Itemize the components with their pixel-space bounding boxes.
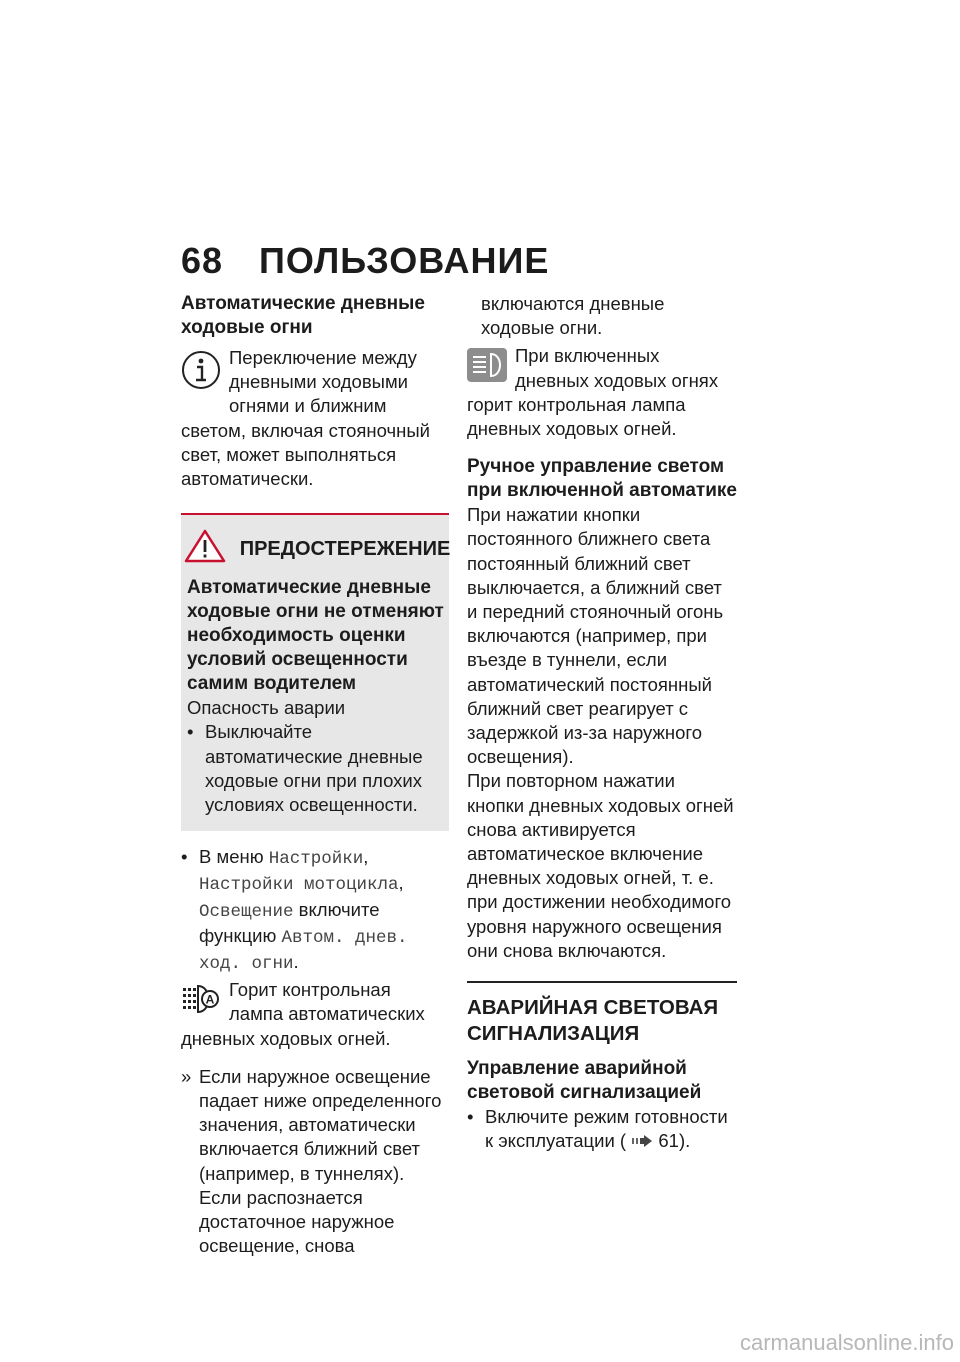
menu-settings: Настройки (268, 849, 364, 870)
manual-text-1: При нажатии кнопки постоянного ближнего света постоянный ближний свет выключается, а ближний свет и передний стояночный огонь включаются (например, при въезде в туннели, если автоматический постоянный ближний свет реагирует с задержкой из-за наружного освещения). (467, 504, 724, 768)
menu-step (181, 845, 449, 976)
info-block (181, 346, 449, 491)
warning-bullet-text: Выключайте автоматические дневные ходовые огни при плохих условиях освещенности. (205, 721, 423, 816)
warning-title-row (187, 529, 451, 568)
left-column (181, 292, 449, 1258)
warning-title: ПРЕДОСТЕРЕЖЕНИЕ (239, 537, 451, 560)
page-ref-arrow-icon (626, 1130, 658, 1151)
step-prefix: В меню (199, 846, 269, 868)
svg-text:A: A (205, 992, 215, 1007)
manual-text-2: При повторном нажатии кнопки дневных ходовых огней снова активируется автоматическое включение дневных ходовых огней, т. е. при достижении необходимого уровня наружного освещения они снова включаются. (467, 770, 734, 961)
result-block (181, 1065, 449, 1259)
warning-triangle-icon (184, 529, 226, 568)
hazard-section-title: АВАРИЙНАЯ СВЕТОВАЯ СИГНАЛИЗАЦИЯ (467, 996, 719, 1046)
step-end: . (293, 951, 299, 973)
bullet-mark: • (187, 721, 194, 743)
page-number: 68 (181, 240, 224, 281)
bullet-mark: • (181, 846, 188, 868)
continuation-text: включаются дневные ходовые огни. (481, 293, 665, 339)
result-mark: » (181, 1065, 192, 1087)
step-mid: включите функцию (199, 898, 380, 946)
right-column (467, 292, 737, 1153)
hazard-step (467, 1105, 737, 1153)
drl-indicator-icon (467, 348, 507, 388)
result-text: Если наружное освещение падает ниже определенного значения, автоматически включается ближний свет (например, в туннелях). Если распознается достаточное наружное освещение, снова (199, 1065, 442, 1257)
indicator-text: Горит контрольная лампа автоматических дневных ходовых огней. (181, 979, 425, 1049)
indicator-block (181, 978, 449, 1051)
info-icon (181, 350, 221, 396)
watermark-footer: carmanualsonline.info (739, 1330, 954, 1355)
menu-bike-settings: Настройки мотоцикла (199, 875, 399, 896)
warning-heading: Автоматические дневные ходовые огни не отменяют необходимость оценки условий освещенности самим водителем (187, 577, 444, 695)
warning-hazard: Опасность аварии (187, 697, 346, 719)
hazard-step-text: Включите режим готовности к эксплуатации ( (485, 1106, 728, 1152)
page-title: ПОЛЬЗОВАНИЕ (259, 240, 550, 281)
bullet-mark: • (467, 1106, 474, 1128)
drl-on-block (467, 344, 737, 441)
hazard-control-heading: Управление аварийной световой сигнализацией (467, 1058, 702, 1104)
info-text: Переключение между дневными ходовыми огнями и ближним светом, включая стояночный свет, может выполняться автоматически. (181, 347, 430, 490)
auto-drl-indicator-icon (181, 982, 221, 1022)
page-header (181, 240, 549, 282)
menu-auto-drl: Автом. днев. ход. огни (199, 927, 408, 975)
warning-box (181, 513, 449, 831)
section-divider (467, 981, 737, 983)
hazard-ref: 61). (658, 1130, 691, 1152)
manual-heading: Ручное управление светом при включенной автоматике (467, 456, 737, 502)
step-sep-1: , (363, 846, 369, 868)
drl-on-text: При включенных дневных ходовых огнях горит контрольная лампа дневных ходовых огней. (467, 345, 719, 440)
step-sep-2: , (398, 872, 404, 894)
menu-lighting: Освещение (199, 901, 294, 922)
drl-heading: Автоматические дневные ходовые огни (181, 293, 425, 338)
warning-bullet (187, 720, 447, 817)
